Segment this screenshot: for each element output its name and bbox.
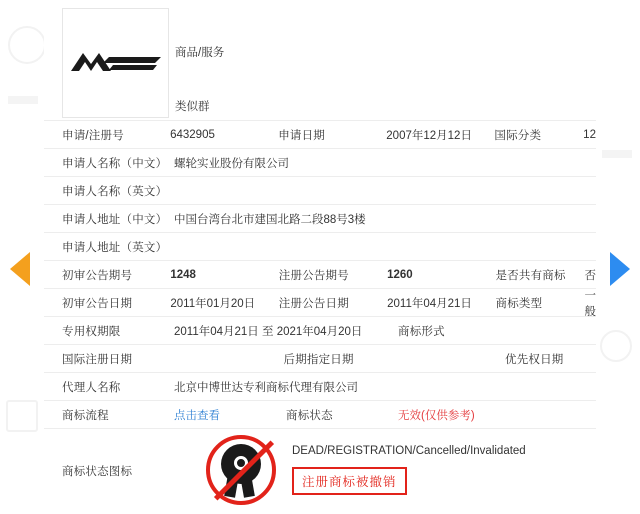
applicant-name-cn-value: 螺轮实业股份有限公司 [174, 157, 289, 170]
trademark-header-area [44, 0, 596, 120]
application-number-label: 申请/注册号 [62, 129, 124, 142]
preliminary-issue-value: 1248 [170, 268, 196, 281]
status-icon-label: 商标状态图标 [62, 466, 133, 478]
international-class-label: 国际分类 [494, 129, 542, 142]
exclusive-period-value: 2011年04月21日 至 2021年04月20日 [174, 325, 363, 338]
application-date-label: 申请日期 [278, 129, 325, 142]
prev-arrow-button[interactable] [10, 252, 30, 286]
similar-group-row [175, 92, 596, 120]
trademark-logo-icon [69, 50, 163, 76]
agent-name-label: 代理人名称 [62, 381, 121, 394]
next-arrow-button[interactable] [610, 252, 630, 286]
status-icon-row [44, 428, 596, 513]
international-reg-date-label: 国际注册日期 [62, 353, 133, 366]
table-row [44, 148, 596, 176]
application-number-value: 6432905 [170, 128, 215, 141]
preliminary-date-value: 2011年01月20日 [170, 297, 256, 310]
shared-trademark-value: 否 [584, 269, 597, 282]
registration-issue-value: 1260 [387, 268, 413, 281]
trademark-status-value: 无效(仅供参考) [398, 409, 475, 422]
trademark-type-label: 商标类型 [495, 297, 543, 310]
agent-name-value: 北京中博世达专利商标代理有限公司 [174, 381, 358, 394]
table-row [44, 400, 596, 428]
international-class-value: 12 [583, 128, 596, 141]
table-row [44, 120, 596, 148]
goods-services-row [175, 38, 596, 66]
preliminary-issue-label: 初审公告期号 [62, 269, 133, 282]
priority-date-label: 优先权日期 [505, 353, 564, 366]
goods-services-label: 商品/服务 [175, 47, 225, 59]
applicant-address-cn-label: 申请人地址（中文） [62, 213, 168, 226]
trademark-status-label: 商标状态 [286, 409, 333, 422]
trademark-logo [62, 8, 169, 118]
registration-date-value: 2011年04月21日 [387, 297, 472, 310]
shared-trademark-label: 是否共有商标 [495, 269, 566, 282]
table-row [44, 316, 596, 344]
applicant-name-cn-label: 申请人名称（中文） [62, 157, 168, 170]
table-row [44, 372, 596, 400]
view-process-link[interactable]: 点击查看 [174, 409, 220, 422]
table-row [44, 232, 596, 260]
trademark-type-value: 一般 [584, 289, 597, 318]
table-row [44, 344, 596, 372]
applicant-name-en-label: 申请人名称（英文） [62, 185, 168, 198]
invalidated-seal-icon [206, 435, 280, 509]
trademark-form-label: 商标形式 [398, 325, 445, 338]
table-row [44, 260, 596, 288]
status-english-text: DEAD/REGISTRATION/Cancelled/Invalidated [292, 444, 526, 457]
registration-date-label: 注册公告日期 [278, 297, 349, 310]
trademark-process-label: 商标流程 [62, 409, 109, 422]
status-badge: 注册商标被撤销 [292, 467, 407, 495]
applicant-address-en-label: 申请人地址（英文） [62, 241, 168, 254]
table-row [44, 176, 596, 204]
application-date-value: 2007年12月12日 [386, 129, 472, 142]
applicant-address-cn-value: 中国台湾台北市建国北路二段88号3楼 [174, 213, 366, 226]
exclusive-period-label: 专用权期限 [62, 325, 121, 338]
trademark-info-card [44, 0, 596, 513]
similar-group-label: 类似群 [175, 101, 210, 113]
table-row [44, 288, 596, 316]
table-row [44, 204, 596, 232]
status-artwork [174, 429, 596, 514]
subsequent-designation-label: 后期指定日期 [283, 353, 354, 366]
registration-issue-label: 注册公告期号 [278, 269, 349, 282]
preliminary-date-label: 初审公告日期 [62, 297, 133, 310]
